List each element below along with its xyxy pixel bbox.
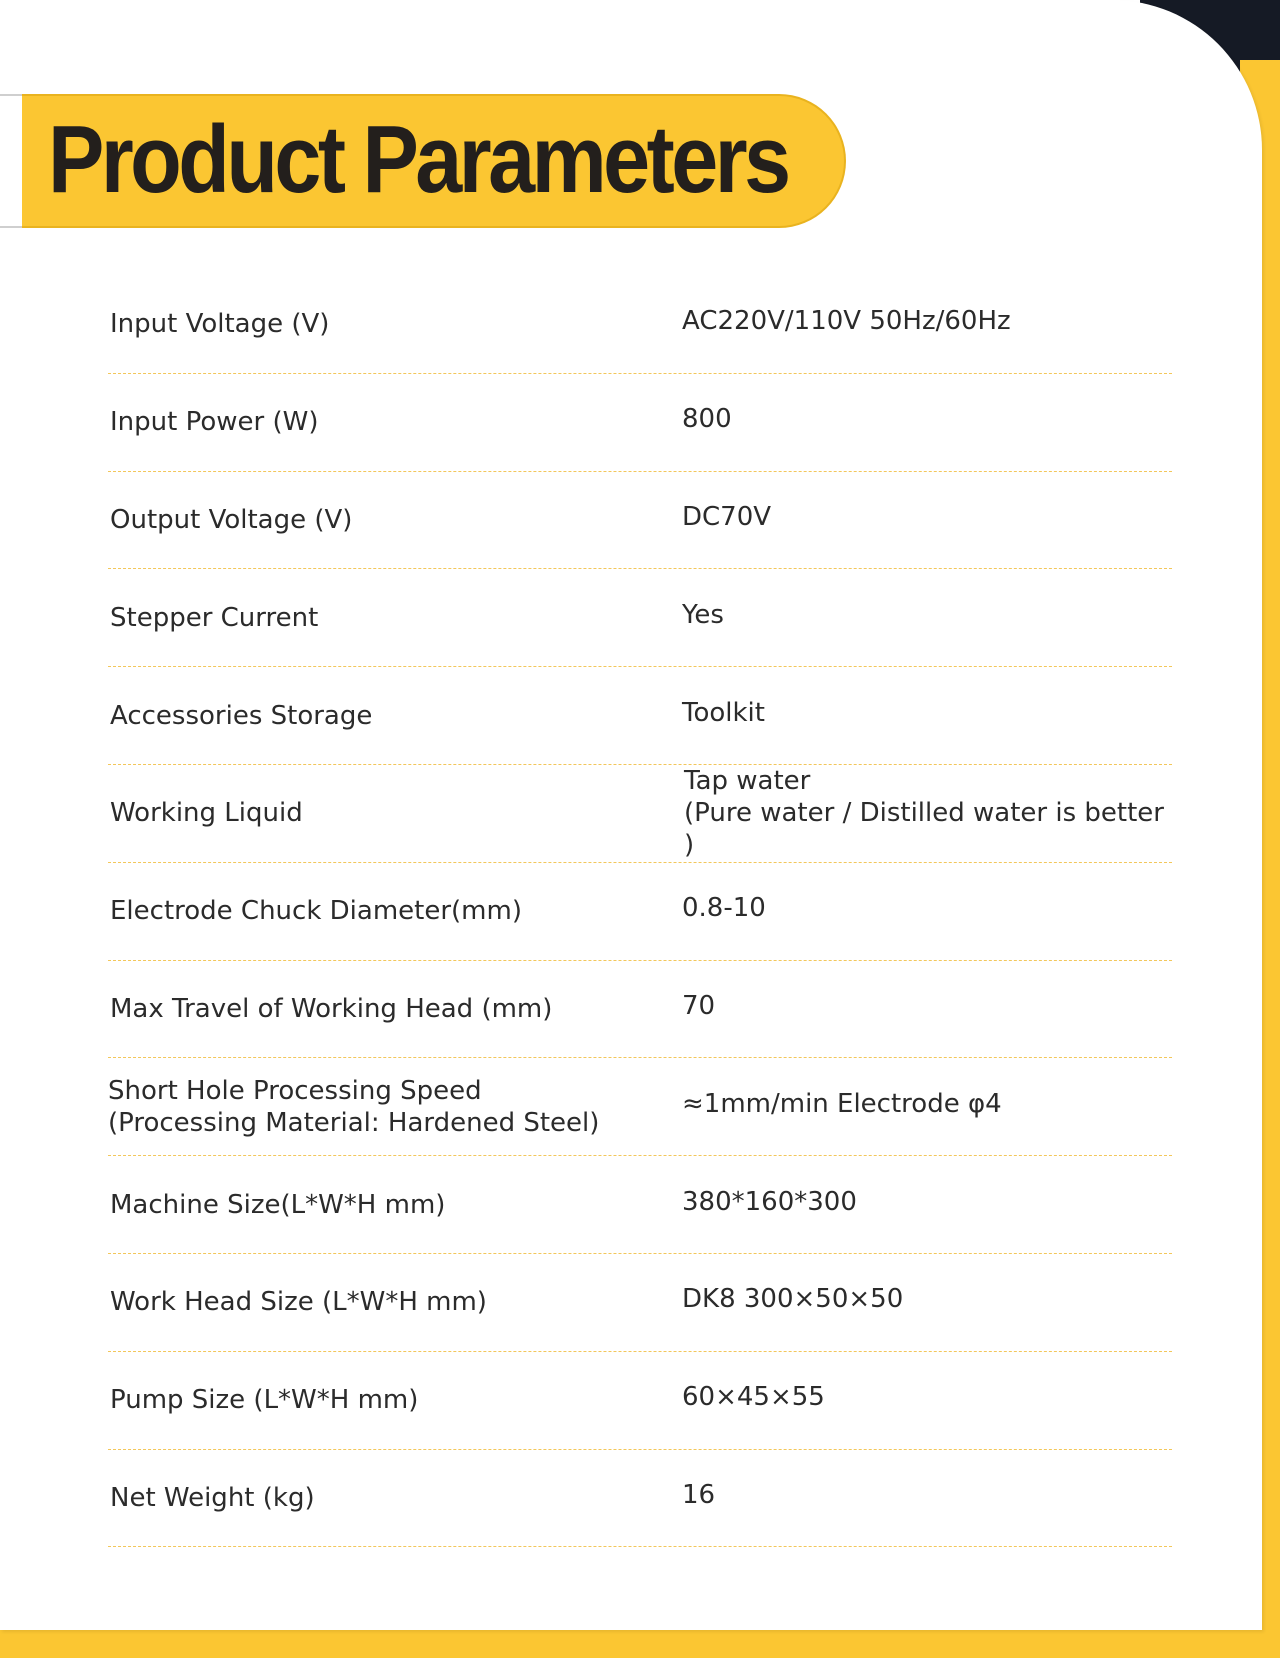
param-value: 0.8-10 (682, 892, 766, 923)
param-value: DK8 300×50×50 (682, 1284, 904, 1315)
param-label: Work Head Size (L*W*H mm) (110, 1287, 487, 1318)
param-row-stepper-current (108, 569, 1172, 667)
param-label: Input Power (W) (110, 407, 319, 438)
param-label: Machine Size(L*W*H mm) (110, 1189, 446, 1220)
param-row-accessories-storage (108, 667, 1172, 765)
param-row-input-voltage (108, 276, 1172, 374)
param-label: Short Hole Processing Speed (Processing Material: Hardened Steel) (108, 1075, 600, 1138)
param-row-working-liquid (108, 765, 1172, 863)
param-label: Max Travel of Working Head (mm) (110, 993, 553, 1024)
param-row-electrode-chuck-diameter (108, 863, 1172, 961)
param-value: 60×45×55 (682, 1381, 825, 1412)
param-label: Stepper Current (110, 602, 319, 633)
param-label: Input Voltage (V) (110, 309, 330, 340)
param-label: Net Weight (kg) (110, 1482, 315, 1513)
param-value: DC70V (682, 501, 772, 532)
param-value: Yes (682, 599, 724, 630)
param-row-pump-size (108, 1352, 1172, 1450)
param-row-net-weight (108, 1450, 1172, 1548)
param-label: Electrode Chuck Diameter(mm) (110, 896, 522, 927)
param-label: Accessories Storage (110, 700, 373, 731)
param-label: Pump Size (L*W*H mm) (110, 1385, 419, 1416)
title-banner-edge (0, 94, 22, 228)
param-value: ≈1mm/min Electrode φ4 (682, 1088, 1002, 1119)
param-value: 70 (682, 990, 716, 1021)
param-row-output-voltage (108, 472, 1172, 570)
param-value: Toolkit (682, 697, 765, 728)
param-value: 800 (682, 403, 732, 434)
param-value: 380*160*300 (682, 1186, 857, 1217)
parameter-table (108, 276, 1172, 1547)
param-value: Tap water (Pure water / Distilled water is better ) (684, 766, 1164, 861)
param-row-machine-size (108, 1156, 1172, 1254)
param-row-work-head-size (108, 1254, 1172, 1352)
page-title: Product Parameters (48, 106, 788, 213)
param-row-processing-speed (108, 1058, 1172, 1156)
param-label: Working Liquid (110, 798, 303, 829)
param-value: 16 (682, 1479, 716, 1510)
param-row-max-travel (108, 961, 1172, 1059)
param-value: AC220V/110V 50Hz/60Hz (682, 306, 1011, 337)
param-row-input-power (108, 374, 1172, 472)
param-label: Output Voltage (V) (110, 504, 353, 535)
